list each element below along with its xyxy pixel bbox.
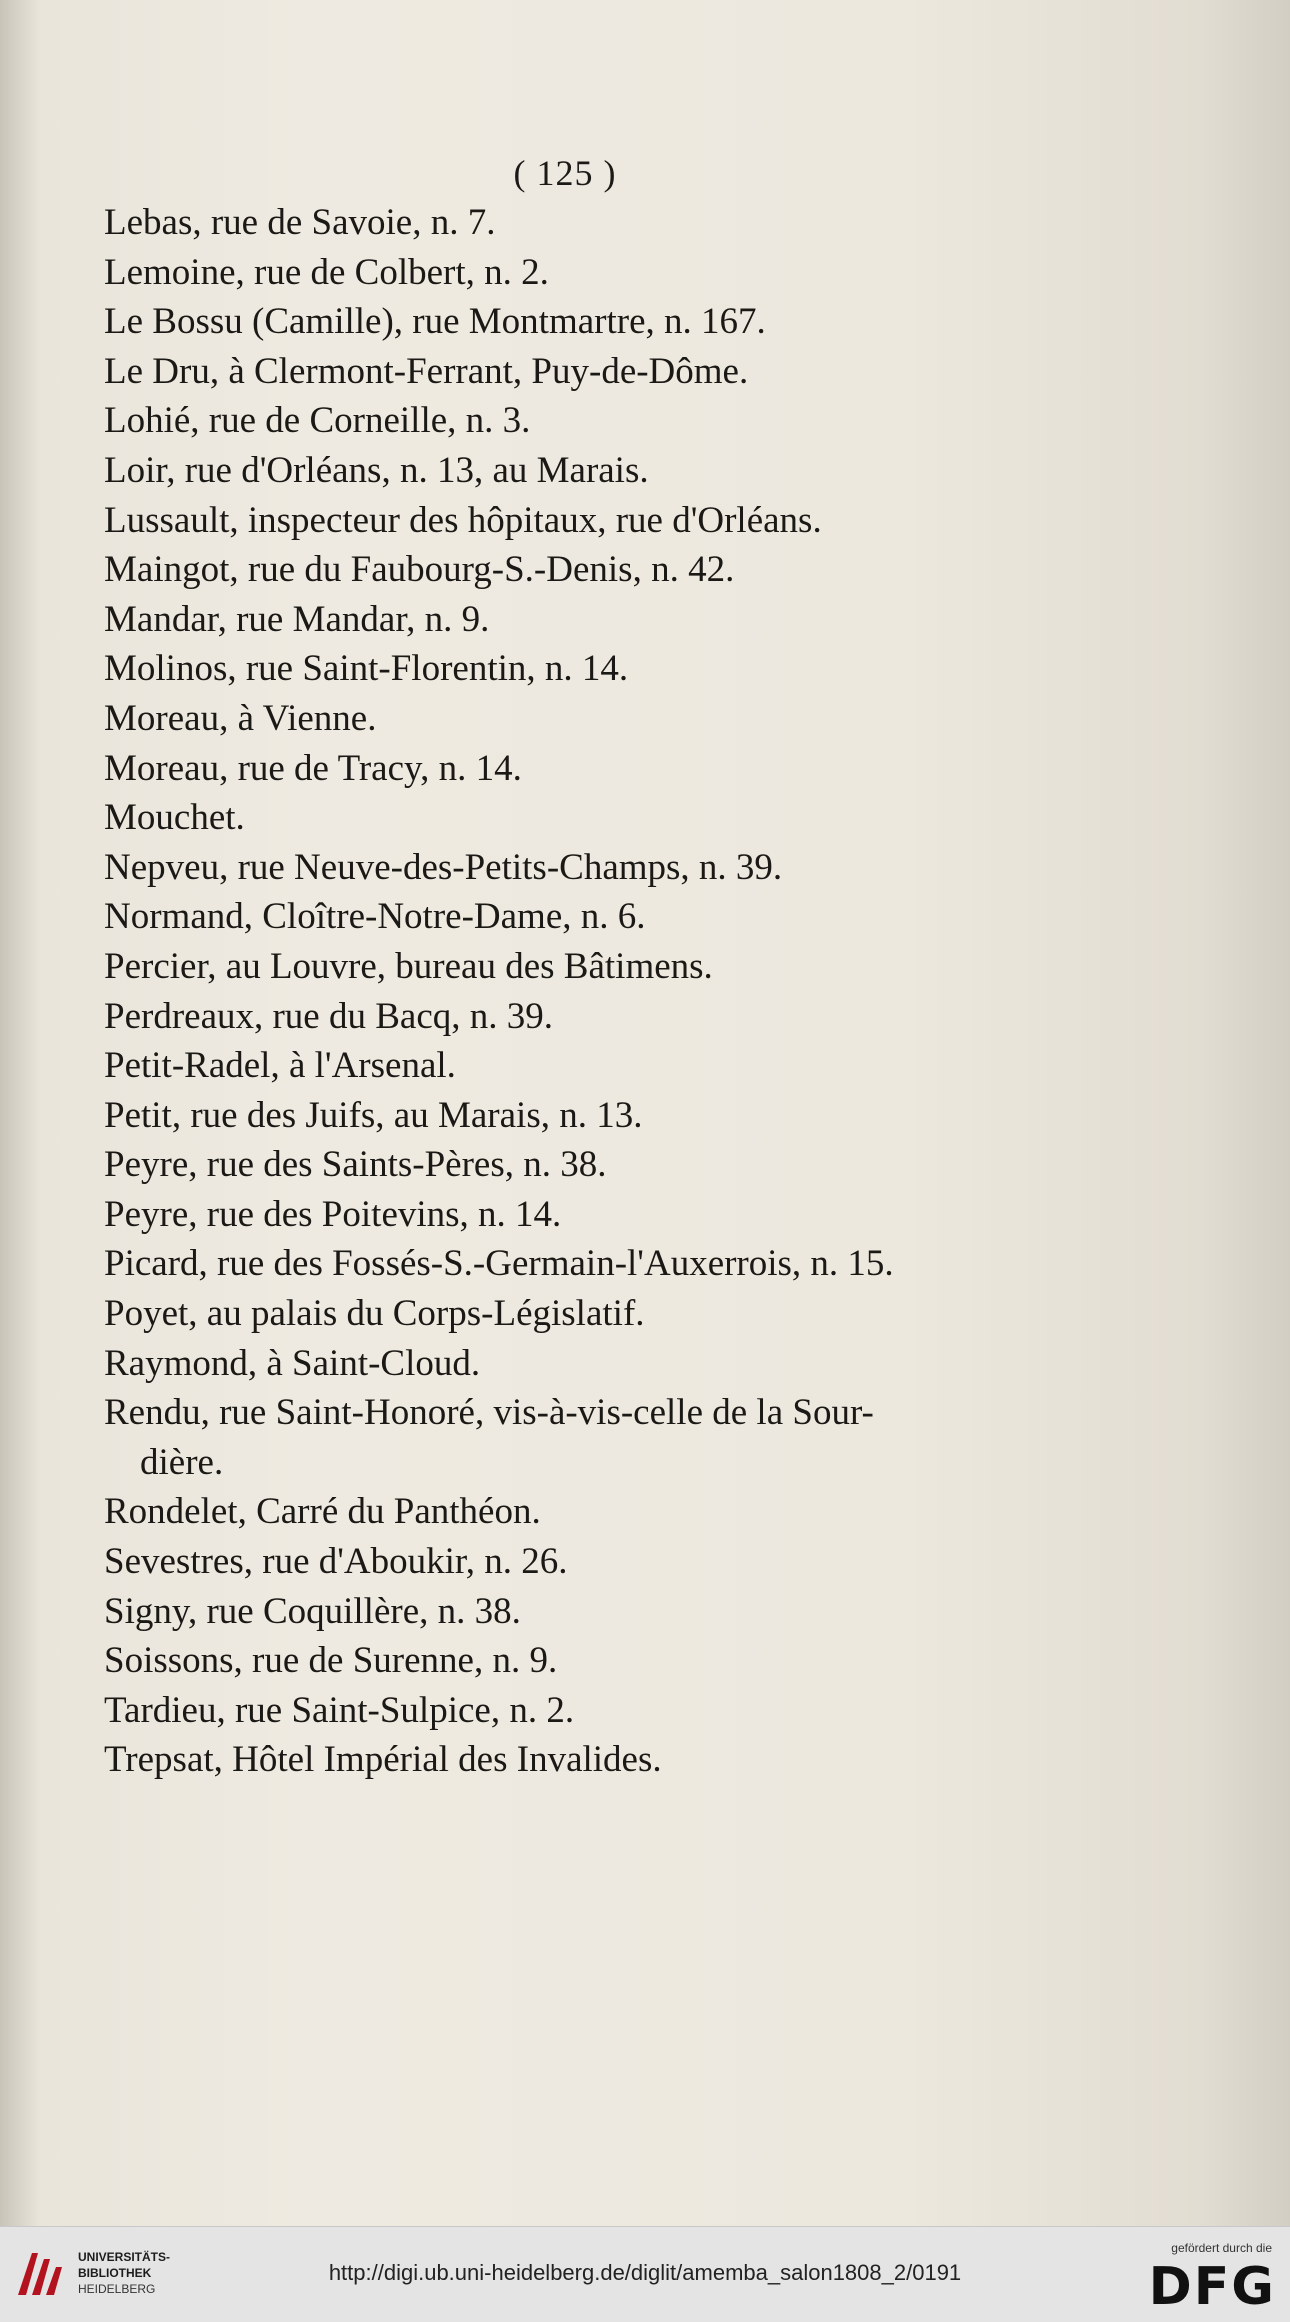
list-item: Tardieu, rue Saint-Sulpice, n. 2. — [104, 1689, 575, 1731]
list-item: Percier, au Louvre, bureau des Bâtimens. — [104, 945, 713, 987]
list-item: Sevestres, rue d'Aboukir, n. 26. — [104, 1541, 568, 1583]
list-item: Peyre, rue des Saints-Pères, n. 38. — [104, 1144, 607, 1186]
library-name-line: BIBLIOTHEK — [78, 2266, 152, 2280]
list-item: Lohié, rue de Corneille, n. 3. — [104, 400, 531, 442]
list-item: Mandar, rue Mandar, n. 9. — [104, 598, 490, 640]
list-item: Peyre, rue des Poitevins, n. 14. — [104, 1193, 562, 1235]
list-item: Rendu, rue Saint-Honoré, vis-à-vis-celle de la Sour- — [104, 1392, 874, 1434]
list-item: Signy, rue Coquillère, n. 38. — [104, 1590, 521, 1632]
list-item: Mouchet. — [104, 797, 245, 839]
list-item: Moreau, à Vienne. — [104, 697, 377, 739]
list-item: Molinos, rue Saint-Florentin, n. 14. — [104, 648, 629, 690]
list-item: Trepsat, Hôtel Impérial des Invalides. — [104, 1739, 662, 1781]
list-item: Nepveu, rue Neuve-des-Petits-Champs, n. 39. — [104, 846, 783, 888]
list-item: Soissons, rue de Surenne, n. 9. — [104, 1640, 558, 1682]
library-name-line: HEIDELBERG — [78, 2282, 156, 2296]
list-item: Rondelet, Carré du Panthéon. — [104, 1491, 541, 1533]
list-item: Petit-Radel, à l'Arsenal. — [104, 1045, 456, 1087]
list-item: Perdreaux, rue du Bacq, n. 39. — [104, 995, 554, 1037]
list-item: Poyet, au palais du Corps-Législatif. — [104, 1293, 645, 1335]
list-item: Lemoine, rue de Colbert, n. 2. — [104, 251, 549, 293]
address-list — [104, 198, 1044, 1785]
list-item: Moreau, rue de Tracy, n. 14. — [104, 747, 522, 789]
list-item: Loir, rue d'Orléans, n. 13, au Marais. — [104, 449, 649, 491]
dfg-logo: DFG — [1148, 2257, 1276, 2317]
list-item: Normand, Cloître-Notre-Dame, n. 6. — [104, 896, 646, 938]
list-item: Lussault, inspecteur des hôpitaux, rue d'Orléans. — [104, 499, 822, 541]
list-item: Raymond, à Saint-Cloud. — [104, 1342, 481, 1384]
list-item: Petit, rue des Juifs, au Marais, n. 13. — [104, 1094, 643, 1136]
page-number: ( 125 ) — [513, 153, 617, 193]
list-item: Le Dru, à Clermont-Ferrant, Puy-de-Dôme. — [104, 350, 749, 392]
list-item-continuation: dière. — [140, 1441, 224, 1483]
list-item: Picard, rue des Fossés-S.-Germain-l'Auxerrois, n. 15. — [104, 1243, 894, 1285]
permalink-url[interactable]: http://digi.ub.uni-heidelberg.de/diglit/amemba_salon1808_2/0191 — [328, 2260, 962, 2285]
list-item: Maingot, rue du Faubourg-S.-Denis, n. 42. — [104, 549, 735, 591]
list-item: Le Bossu (Camille), rue Montmartre, n. 167. — [104, 301, 766, 343]
library-name-line: UNIVERSITÄTS- — [78, 2250, 171, 2264]
viewer-footer — [0, 2226, 1290, 2322]
list-item: Lebas, rue de Savoie, n. 7. — [104, 202, 496, 243]
funded-by-label: gefördert durch die — [1171, 2241, 1272, 2255]
